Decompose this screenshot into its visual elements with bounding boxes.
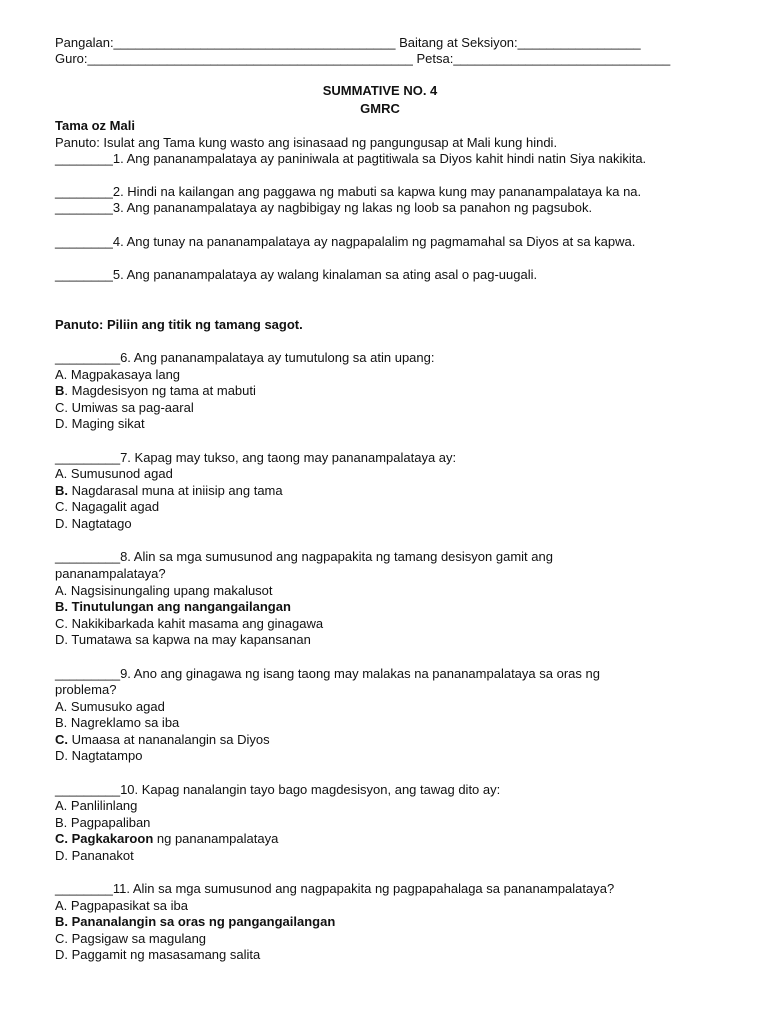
q7-choice-b bbox=[55, 483, 283, 499]
question-10: _________10. Kapag nanalangin tayo bago magdesisyon, ang tawag dito ay: bbox=[55, 782, 501, 797]
q9-choice-b: B. Nagreklamo sa iba bbox=[55, 715, 180, 730]
q11-choice-c: C. Pagsigaw sa magulang bbox=[55, 931, 207, 946]
question-8-continued: pananampalataya? bbox=[55, 566, 166, 581]
q8-choice-c: C. Nakikibarkada kahit masama ang ginagawa bbox=[55, 616, 324, 631]
question-9: _________9. Ano ang ginagawa ng isang taong may malakas na pananampalataya sa oras ng bbox=[55, 666, 600, 681]
part2-instruction: Panuto: Piliin ang titik ng tamang sagot. bbox=[55, 317, 303, 332]
q10-choice-d: D. Pananakot bbox=[55, 848, 134, 863]
q10-choice-c bbox=[55, 831, 278, 847]
question-11: ________11. Alin sa mga sumusunod ang nagpapakita ng pagpapahalaga sa pananampalataya? bbox=[55, 881, 615, 896]
q8-choice-a: A. Nagsisinungaling upang makalusot bbox=[55, 583, 273, 598]
q7-choice-b-letter: B. bbox=[55, 483, 68, 498]
q9-choice-c bbox=[55, 732, 270, 748]
document-subtitle: GMRC bbox=[360, 101, 400, 116]
question-8: _________8. Alin sa mga sumusunod ang nagpapakita ng tamang desisyon gamit ang bbox=[55, 549, 553, 564]
q9-choice-a: A. Sumusuko agad bbox=[55, 699, 165, 714]
q6-choice-b-text: . Magdesisyon ng tama at mabuti bbox=[64, 383, 256, 398]
q11-choice-a: A. Pagpapasikat sa iba bbox=[55, 898, 188, 913]
question-6: _________6. Ang pananampalataya ay tumutulong sa atin upang: bbox=[55, 350, 435, 365]
q10-choice-c-text: ng pananampalataya bbox=[153, 831, 279, 846]
q7-choice-c: C. Nagagalit agad bbox=[55, 499, 160, 514]
q7-choice-d: D. Nagtatago bbox=[55, 516, 132, 531]
q6-choice-b-letter: B bbox=[55, 383, 65, 398]
q9-choice-d: D. Nagtatampo bbox=[55, 748, 143, 763]
q7-choice-a: A. Sumusunod agad bbox=[55, 466, 173, 481]
question-2: ________2. Hindi na kailangan ang paggawa ng mabuti sa kapwa kung may pananampalataya ka na. bbox=[55, 184, 642, 199]
part1-heading: Tama oz Mali bbox=[55, 118, 135, 133]
q7-choice-b-text: Nagdarasal muna at iniisip ang tama bbox=[68, 483, 283, 498]
question-7: _________7. Kapag may tukso, ang taong may pananampalataya ay: bbox=[55, 450, 457, 465]
q6-choice-a: A. Magpakasaya lang bbox=[55, 367, 181, 382]
q6-choice-c: C. Umiwas sa pag-aaral bbox=[55, 400, 194, 415]
question-4: ________4. Ang tunay na pananampalataya ay nagpapalalim ng pagmamahal sa Diyos at sa kapwa. bbox=[55, 234, 636, 249]
q11-choice-b: B. Pananalangin sa oras ng pangangailangan bbox=[55, 914, 336, 929]
q10-choice-a: A. Panlilinlang bbox=[55, 798, 138, 813]
q6-choice-d: D. Maging sikat bbox=[55, 416, 145, 431]
q9-choice-c-text: Umaasa at nananalangin sa Diyos bbox=[68, 732, 270, 747]
q10-choice-c-bold: C. Pagkakaroon bbox=[55, 831, 154, 846]
q9-choice-c-letter: C. bbox=[55, 732, 68, 747]
q10-choice-b: B. Pagpapaliban bbox=[55, 815, 151, 830]
question-9-continued: problema? bbox=[55, 682, 117, 697]
q8-choice-d: D. Tumatawa sa kapwa na may kapansanan bbox=[55, 632, 311, 647]
part1-instruction: Panuto: Isulat ang Tama kung wasto ang isinasaad ng pangungusap at Mali kung hindi. bbox=[55, 135, 558, 150]
question-1: ________1. Ang pananampalataya ay paniniwala at pagtitiwala sa Diyos kahit hindi natin Siya nakikita. bbox=[55, 151, 647, 166]
teacher-date-line: Guro:_____________________________________________ Petsa:______________________________ bbox=[55, 51, 671, 66]
question-3: ________3. Ang pananampalataya ay nagbibigay ng lakas ng loob sa panahon ng pagsubok. bbox=[55, 200, 593, 215]
q11-choice-d: D. Paggamit ng masasamang salita bbox=[55, 947, 261, 962]
q6-choice-b bbox=[55, 383, 256, 399]
q8-choice-b: B. Tinutulungan ang nangangailangan bbox=[55, 599, 291, 614]
question-5: ________5. Ang pananampalataya ay walang kinalaman sa ating asal o pag-uugali. bbox=[55, 267, 538, 282]
document-title: SUMMATIVE NO. 4 bbox=[322, 83, 438, 98]
name-level-section-line: Pangalan:_______________________________________ Baitang at Seksiyon:_________________ bbox=[55, 35, 641, 50]
